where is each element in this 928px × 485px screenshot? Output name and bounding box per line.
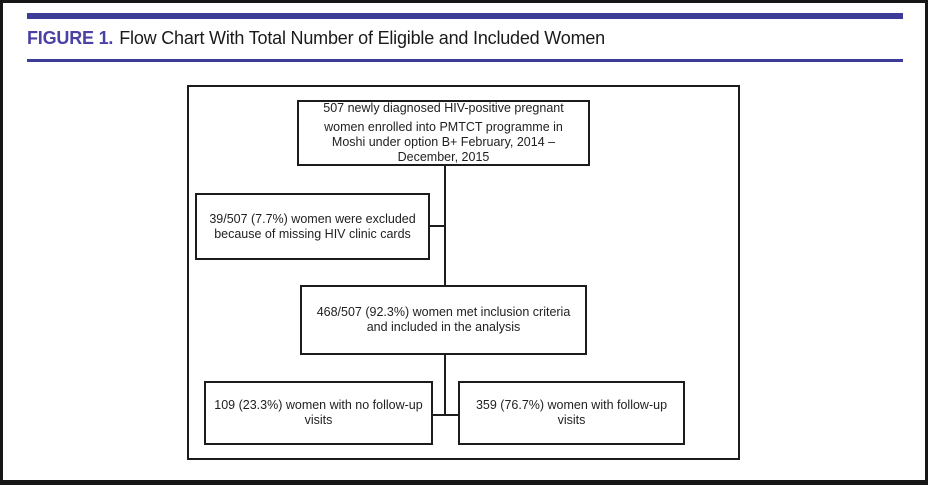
flow-node-excluded-line1: 39/507 (7.7%) women were excluded	[209, 211, 416, 226]
flow-node-no-followup	[204, 381, 433, 445]
figure-title-text: Flow Chart With Total Number of Eligible and Included Women	[119, 28, 605, 48]
flow-node-followup-line1: 359 (76.7%) women with follow-up	[475, 398, 668, 412]
figure-label: FIGURE 1.	[27, 28, 114, 48]
flow-node-included	[300, 285, 587, 355]
title-rule-top	[27, 13, 903, 19]
connector-branch-horizontal	[433, 414, 460, 416]
flow-node-included-line2: and included in the analysis	[366, 320, 521, 334]
flow-node-enrolled-line1: 507 newly diagnosed HIV-positive pregnant	[323, 101, 564, 115]
figure-caption	[27, 28, 605, 49]
flow-node-enrolled-line2: women enrolled into PMTCT programme in	[324, 120, 563, 134]
flow-node-included-line1: 468/507 (92.3%) women met inclusion criteria	[316, 305, 571, 319]
connector-included-to-branch	[444, 355, 446, 416]
flow-node-no-followup-line1: 109 (23.3%) women with no follow-up	[214, 398, 423, 412]
flow-node-followup-line2: visits	[557, 413, 586, 427]
flow-node-excluded-line2: because of missing HIV clinic cards	[214, 226, 411, 241]
flow-node-enrolled-line3: Moshi under option B+ February, 2014 –	[331, 135, 556, 149]
title-rule-bottom	[27, 59, 903, 62]
flow-node-excluded	[195, 193, 430, 260]
flow-node-enrolled	[297, 100, 590, 166]
flow-node-followup	[458, 381, 685, 445]
flow-node-enrolled-line4: December, 2015	[397, 150, 490, 164]
connector-stub-to-excluded	[430, 225, 446, 227]
flow-node-no-followup-line2: visits	[304, 413, 333, 427]
